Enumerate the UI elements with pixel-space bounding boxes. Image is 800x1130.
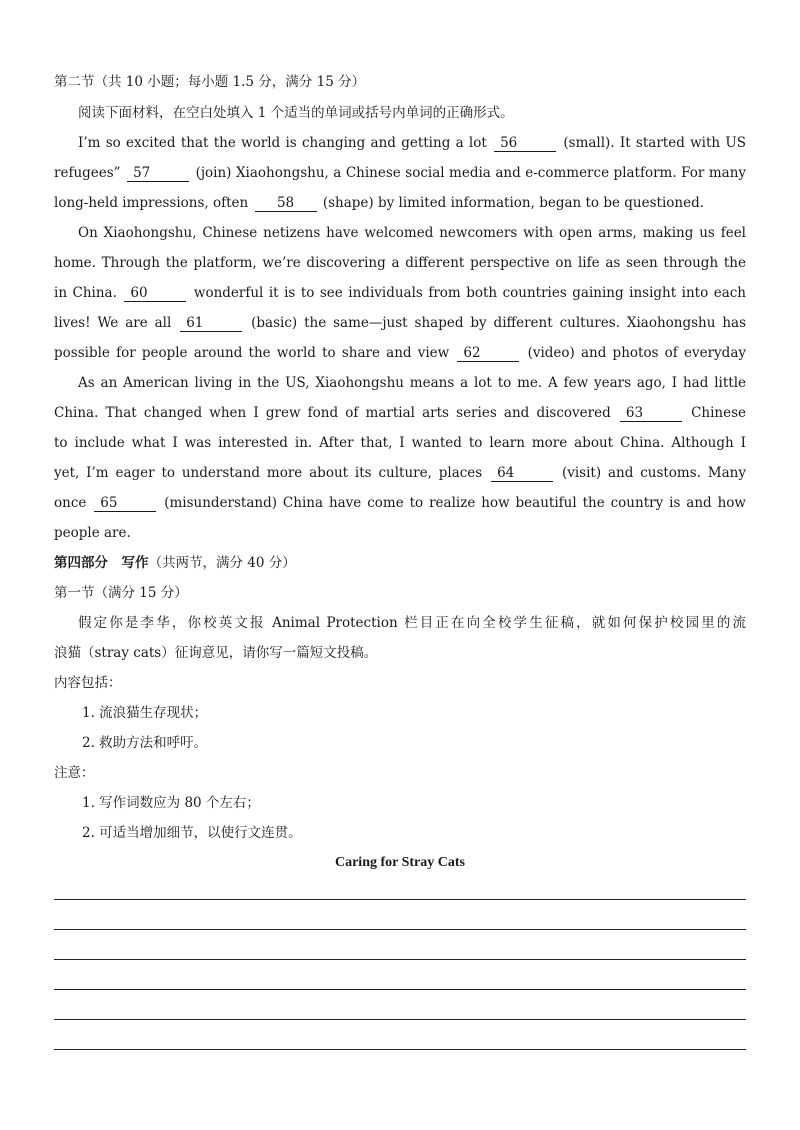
part-heading [54, 553, 746, 573]
passage-line: to include what I was interested in. After that, I wanted to learn more about China. Although I [54, 435, 746, 451]
notes-label: 注意： [54, 765, 95, 781]
passage-line: home. Through the platform, we’re discovering a different perspective on life as seen through the [54, 255, 746, 271]
passage-text: (video) and photos of everyday [527, 345, 746, 361]
part-heading-bold: 第四部分 写作 [54, 555, 149, 571]
section-heading: 第二节（共 10 小题；每小题 1.5 分，满分 15 分） [54, 74, 366, 90]
writing-line[interactable] [54, 929, 746, 930]
passage-line [54, 283, 746, 303]
passage-text: China. That changed when I grew fond of martial arts series and discovered [54, 405, 611, 421]
passage-text: refugees” [54, 165, 121, 181]
passage-text: wonderful it is to see individuals from both countries gaining insight into each [193, 285, 746, 301]
passage-line [54, 163, 746, 183]
passage-text: I’m so excited that the world is changing and getting a lot [78, 135, 487, 151]
passage-text: (visit) and customs. Many [561, 465, 746, 481]
passage-text: (small). It started with US [563, 135, 746, 151]
passage-line [54, 403, 746, 423]
passage-line [54, 313, 746, 333]
passage-line [54, 193, 746, 213]
blank-61[interactable]: 61 [180, 315, 242, 332]
writing-line[interactable] [54, 1019, 746, 1020]
passage-text: On Xiaohongshu, Chinese netizens have welcomed newcomers with open arms, making us feel [78, 225, 746, 241]
content-item: 2. 救助方法和呼吁。 [82, 735, 208, 751]
passage-line: As an American living in the US, Xiaohongshu means a lot to me. A few years ago, I had little [78, 375, 746, 391]
passage-text: possible for people around the world to share and view [54, 345, 450, 361]
writing-prompt-line: 假定你是李华，你校英文报 Animal Protection 栏目正在向全校学生征稿，就如何保护校园里的流 [78, 615, 746, 631]
passage-text: in China. [54, 285, 117, 301]
passage-line [54, 493, 746, 513]
passage-text: lives! We are all [54, 315, 172, 331]
passage-line [54, 343, 746, 363]
content-item: 1. 流浪猫生存现状； [82, 705, 208, 721]
passage-text: long-held impressions, often [54, 195, 249, 211]
passage-text: (shape) by limited information, began to be questioned. [322, 195, 705, 211]
passage-text: (misunderstand) China have come to realize how beautiful the country is and how [164, 495, 746, 511]
blank-62[interactable]: 62 [457, 345, 519, 362]
notes-item: 2. 可适当增加细节，以使行文连贯。 [82, 825, 302, 841]
section-instruction: 阅读下面材料，在空白处填入 1 个适当的单词或括号内单词的正确形式。 [78, 105, 514, 121]
passage-text: (basic) the same—just shaped by different cultures. Xiaohongshu has [251, 315, 746, 331]
content-label: 内容包括： [54, 675, 122, 691]
blank-60[interactable]: 60 [124, 285, 186, 302]
passage-text: Chinese [691, 405, 746, 421]
blank-57[interactable]: 57 [127, 165, 189, 182]
writing-prompt-line: 浪猫（stray cats）征询意见，请你写一篇短文投稿。 [54, 645, 378, 661]
blank-56[interactable]: 56 [494, 135, 556, 152]
writing-line[interactable] [54, 899, 746, 900]
passage-text: (join) Xiaohongshu, a Chinese social media and e-commerce platform. For many [195, 165, 746, 181]
part-heading-rest: （共两节，满分 40 分） [148, 555, 296, 571]
blank-64[interactable]: 64 [491, 465, 553, 482]
writing-line[interactable] [54, 989, 746, 990]
passage-line [78, 223, 746, 243]
passage-line [54, 463, 746, 483]
subsection-heading: 第一节（满分 15 分） [54, 585, 188, 601]
essay-title: Caring for Stray Cats [334, 855, 465, 870]
writing-line[interactable] [54, 1049, 746, 1050]
notes-item: 1. 写作词数应为 80 个左右； [82, 795, 260, 811]
passage-line [78, 133, 746, 153]
blank-58[interactable]: 58 [255, 195, 317, 212]
passage-line: people are. [54, 525, 131, 541]
writing-line[interactable] [54, 959, 746, 960]
passage-text: once [54, 495, 87, 511]
blank-65[interactable]: 65 [94, 495, 156, 512]
blank-63[interactable]: 63 [620, 405, 682, 422]
passage-text: yet, I’m eager to understand more about its culture, places [54, 465, 483, 481]
